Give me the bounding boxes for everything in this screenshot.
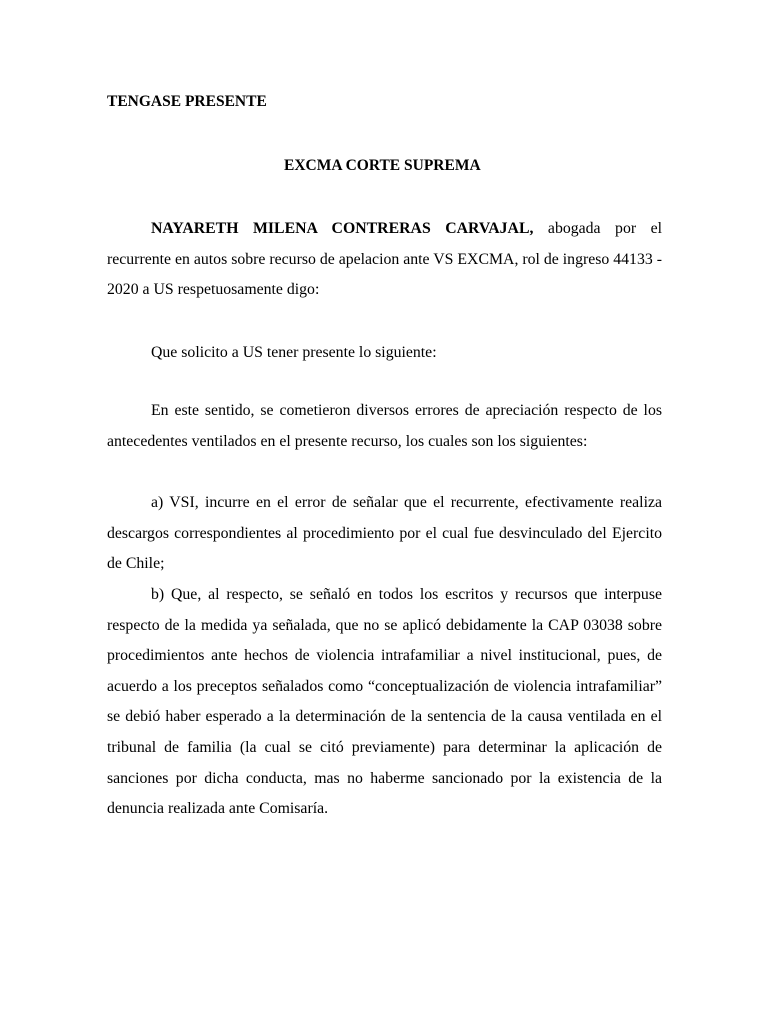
item-a-paragraph: a) VSI, incurre en el error de señalar que el recurrente, efectivamente realiza descargos correspondientes al procedimiento por el cual fue desvinculado del Ejercito de Chile; — [107, 494, 662, 573]
context-paragraph: En este sentido, se cometieron diversos errores de apreciación respecto de los antecedentes ventilados en el presente recurso, los cuales son los siguientes: — [107, 402, 662, 450]
item-b-paragraph: b) Que, al respecto, se señaló en todos los escritos y recursos que interpuse respecto de la medida ya señalada, que no se aplicó debidamente la CAP 03038 sobre procedimientos ante hechos de violencia intrafamiliar a nivel institucional, pues, de acuerdo a los preceptos señalados como “conceptualización de violencia intrafamiliar” se debió haber esperado a la determinación de la sentencia de la causa ventilada en el tribunal de familia (la cual se citó previamente) para determinar la aplicación de sanciones por dicha conducta, mas no haberme sancionado por la existencia de la denuncia realizada ante Comisaría. — [107, 586, 662, 818]
lawyer-name: NAYARETH MILENA CONTRERAS CARVAJAL, — [151, 220, 534, 237]
intro-text: abogada por el recurrente en autos sobre recurso de apelacion ante VS EXCMA, rol de ingreso 44133 - 2020 a US respetuosamente digo: — [107, 220, 662, 299]
intro-paragraph — [107, 214, 662, 306]
request-paragraph: Que solicito a US tener presente lo siguiente: — [151, 344, 437, 361]
document-heading: TENGASE PRESENTE — [107, 93, 267, 110]
court-heading: EXCMA CORTE SUPREMA — [284, 157, 481, 174]
